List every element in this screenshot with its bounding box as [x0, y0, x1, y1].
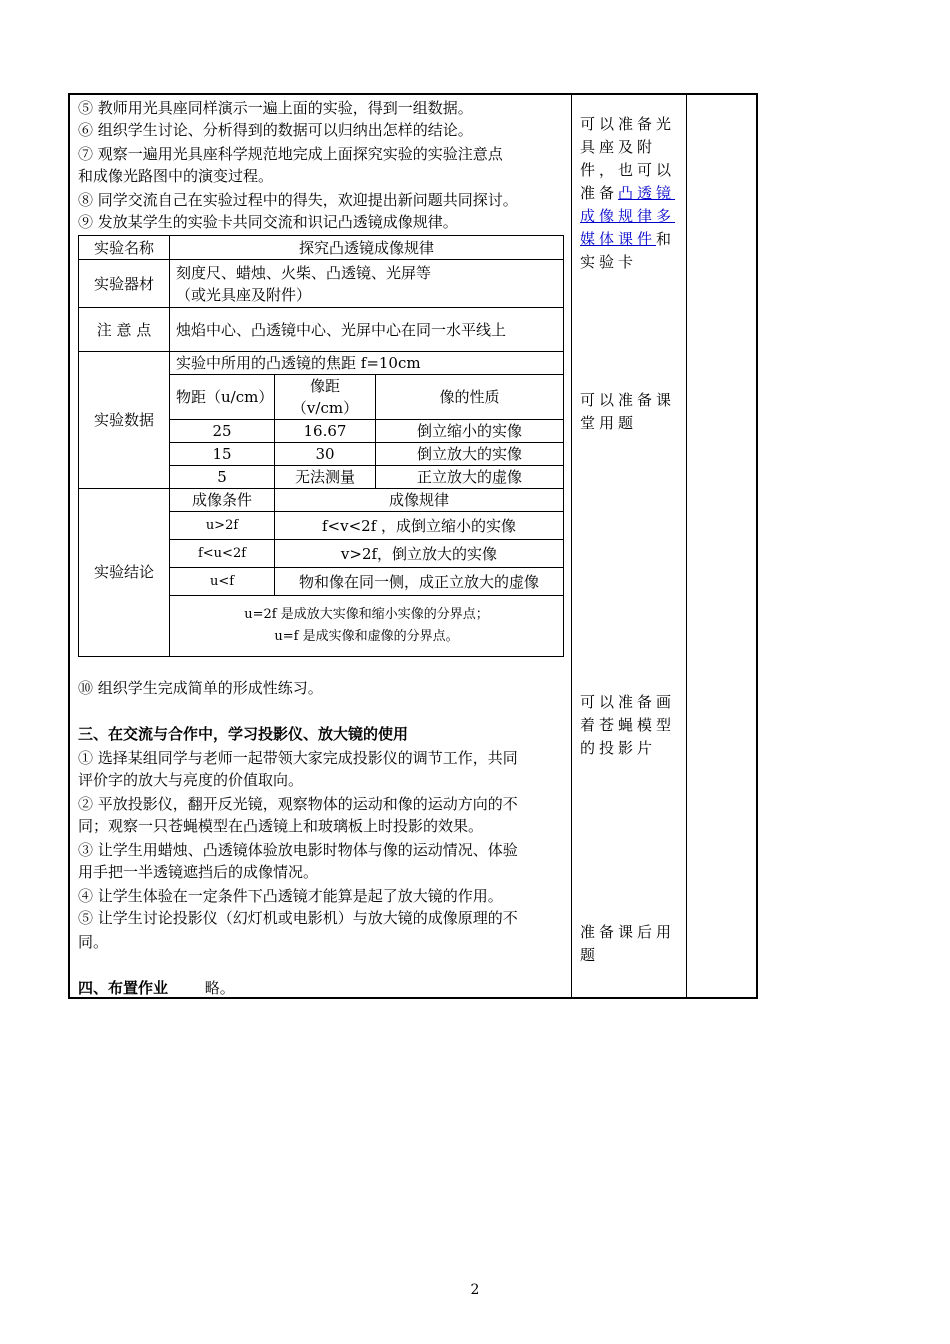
cell-u: 15: [170, 443, 275, 466]
section-4: [78, 977, 235, 999]
col-header-u: 物距（u/cm）: [170, 375, 275, 420]
s3-line: ④ 让学生体验在一定条件下凸透镜才能算是起了放大镜的作用。: [78, 887, 503, 905]
section-4-title: 四、布置作业: [78, 979, 169, 997]
exp-name-value: 探究凸透镜成像规律: [170, 236, 564, 260]
note-1: [580, 113, 680, 274]
col-header-v: 像距（v/cm）: [275, 375, 376, 420]
s3-line: ③ 让学生用蜡烛、凸透镜体验放电影时物体与像的运动情况、体验: [78, 841, 518, 859]
table-row: [170, 443, 563, 466]
exp-conclusion-cell: [170, 489, 564, 657]
step-8: ⑧ 同学交流自己在实验过程中的得失，欢迎提出新问题共同探讨。: [78, 191, 518, 209]
summary-line-1: u=2f 是成放大实像和缩小实像的分界点；: [244, 606, 489, 622]
exp-notes-label: 注 意 点: [79, 308, 170, 352]
step-6: ⑥ 组织学生讨论、分析得到的数据可以归纳出怎样的结论。: [78, 121, 473, 139]
note-1-text: 可以准备光具座及附件，也可以准备: [580, 115, 676, 202]
exp-materials-value: [170, 260, 564, 308]
conclusion-table: [170, 489, 563, 656]
cell-v: 无法测量: [275, 466, 376, 489]
multimedia-link[interactable]: 凸透镜成像规律多媒体课件: [580, 184, 676, 248]
cell-nature: 倒立缩小的实像: [376, 420, 564, 443]
cell-u: 5: [170, 466, 275, 489]
cell-u: 25: [170, 420, 275, 443]
page-number: 2: [470, 1282, 480, 1298]
materials-line-2: （或光具座及附件）: [176, 285, 312, 304]
s3-line: ⑤ 让学生讨论投影仪（幻灯机或电影机）与放大镜的成像原理的不: [78, 909, 518, 927]
cell-rule: v>2f，倒立放大的实像: [275, 540, 564, 568]
note-3: 可以准备画着苍蝇模型的投影片: [580, 693, 676, 757]
exp-data-label: 实验数据: [79, 352, 170, 489]
cell-condition: u>2f: [170, 512, 275, 540]
exp-name-label: 实验名称: [79, 236, 170, 260]
conclusion-summary: [170, 596, 563, 656]
table-row: [170, 466, 563, 489]
cell-v: 16.67: [275, 420, 376, 443]
cell-v: 30: [275, 443, 376, 466]
summary-line-2: u=f 是成实像和虚像的分界点。: [274, 628, 459, 644]
cell-rule: 物和像在同一侧，成正立放大的虚像: [275, 568, 564, 596]
section-4-text: 略。: [204, 979, 235, 997]
main-content-column: [70, 95, 572, 997]
exp-conclusion-label: 实验结论: [79, 489, 170, 657]
table-row: [170, 540, 563, 568]
step-5: ⑤ 教师用光具座同样演示一遍上面的实验，得到一组数据。: [78, 99, 473, 117]
cond-header: 成像条件: [170, 489, 275, 512]
table-row: [170, 512, 563, 540]
s3-line: 用手把一半透镜遮挡后的成像情况。: [78, 863, 319, 881]
cell-condition: f<u<2f: [170, 540, 275, 568]
section-3-title: 三、在交流与合作中，学习投影仪、放大镜的使用: [78, 725, 409, 743]
lesson-plan-table: [68, 93, 758, 999]
materials-line-1: 刻度尺、蜡烛、火柴、凸透镜、光屏等: [176, 263, 432, 282]
table-row: [170, 568, 563, 596]
note-4: 准备课后用题: [580, 923, 676, 964]
focal-length: 实验中所用的凸透镜的焦距 f=10cm: [170, 352, 563, 375]
s3-line: ② 平放投影仪，翻开反光镜，观察物体的运动和像的运动方向的不: [78, 795, 518, 813]
note-1-tail: 和实验卡: [580, 230, 676, 271]
note-2: 可以准备课堂用题: [580, 391, 676, 432]
exp-notes-value: 烛焰中心、凸透镜中心、光屏中心在同一水平线上: [170, 308, 564, 352]
experiment-card: [78, 235, 564, 657]
step-7-cont: 和成像光路图中的演变过程。: [78, 167, 274, 185]
col-header-nature: 像的性质: [376, 375, 564, 420]
cell-nature: 正立放大的虚像: [376, 466, 564, 489]
cell-condition: u<f: [170, 568, 275, 596]
step-10: ⑩ 组织学生完成简单的形成性练习。: [78, 679, 323, 697]
step-7: ⑦ 观察一遍用光具座科学规范地完成上面探究实验的实验注意点: [78, 145, 503, 163]
step-9: ⑨ 发放某学生的实验卡共同交流和识记凸透镜成像规律。: [78, 213, 458, 231]
cell-nature: 倒立放大的实像: [376, 443, 564, 466]
s3-line: 评价字的放大与亮度的价值取向。: [78, 771, 304, 789]
exp-data-cell: [170, 352, 564, 489]
exp-materials-label: 实验器材: [79, 260, 170, 308]
notes-column: [572, 95, 687, 997]
s3-line: 同；观察一只苍蝇模型在凸透镜上和玻璃板上时投影的效果。: [78, 817, 484, 835]
data-table: [170, 352, 563, 488]
cell-rule: f<v<2f ，成倒立缩小的实像: [275, 512, 564, 540]
rule-header: 成像规律: [275, 489, 564, 512]
table-row: [170, 420, 563, 443]
s3-line: 同。: [78, 933, 109, 951]
s3-line: ① 选择某组同学与老师一起带领大家完成投影仪的调节工作，共同: [78, 749, 518, 767]
